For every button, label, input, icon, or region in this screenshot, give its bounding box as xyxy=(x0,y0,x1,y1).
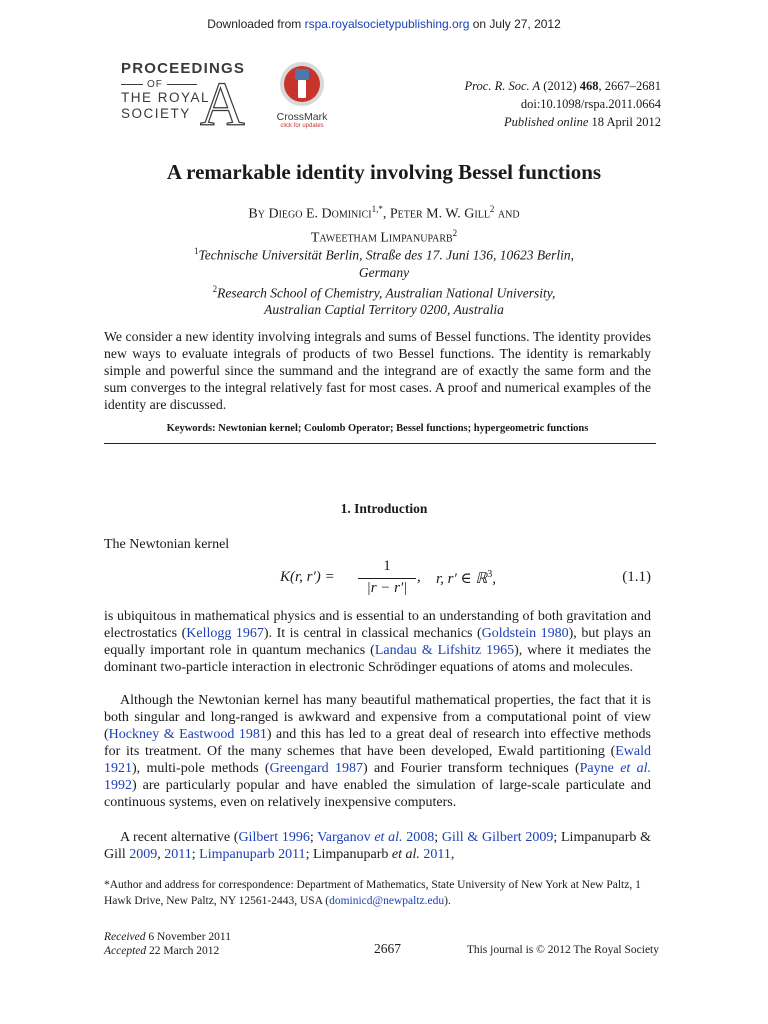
citation-hockney[interactable]: Hockney & Eastwood 1981 xyxy=(108,727,267,742)
download-prefix: Downloaded from xyxy=(207,17,305,31)
citation-kellogg[interactable]: Kellogg 1967 xyxy=(186,626,264,641)
fraction-bar xyxy=(358,578,416,579)
download-link[interactable]: rspa.royalsocietypublishing.org xyxy=(304,17,470,31)
citation-gill-gilbert[interactable]: Gill & Gilbert 2009 xyxy=(441,830,554,845)
citation-goldstein[interactable]: Goldstein 1980 xyxy=(481,626,569,641)
affiliation-2: Research School of Chemistry, Australian National University, xyxy=(217,285,556,300)
paragraph-2: Although the Newtonian kernel has many beautiful mathematical properties, the fact that it is both singular and long-ranged is awkward and expensive from a computational point of view (Hockney & Eastwood 1981) and this has led to a great deal of research into effective methods for its treatment. Of the many schemes that have been developed, Ewald partitioning (Ewald 1921), multi-pole methods (Greengard 1987) and Fourier transform techniques (Payne et al. 1992) are particularly popular and have enabled the simulation of large-scale particulate and continuous systems, even on relatively inexpensive computers. xyxy=(104,693,652,810)
abstract: We consider a new identity involving integrals and sums of Bessel functions. The identity provides new ways to evaluate integrals of products of two Bessel functions. The identity is remarkably simple and powerful since the summand and the integrand are of exactly the same form and the sum converges to the integral relatively fast for most cases. A proof and numerical examples of the identity are discussed. xyxy=(104,329,651,412)
citation-limpanuparb-gill-2011[interactable]: 2011 xyxy=(164,847,192,862)
author-limpanuparb: Taweetham Limpanuparb xyxy=(310,230,453,246)
affiliation-1: Technische Universität Berlin, Straße des 17. Juni 136, 10623 Berlin, xyxy=(198,247,575,263)
logo-a-letter-icon xyxy=(196,73,252,129)
download-banner xyxy=(0,17,768,31)
footnote: *Author and address for correspondence: Department of Mathematics, State University of New York at New Paltz, 1 Hawk Drive, New Paltz, NY 12561-2443, USA (dominicd@newpaltz.edu). xyxy=(104,879,641,907)
equation-1-1: K(r, r′) = 1 |r − r′| , r, r′ ∈ ℝ$^3$, (1.1) xyxy=(280,558,651,596)
author-gill: Peter M. W. Gill xyxy=(389,206,490,222)
citation-varganov[interactable]: Varganov et al. 2008 xyxy=(317,830,435,845)
citation-limpanuparb-etal[interactable]: 2011 xyxy=(419,847,451,862)
equation-denominator: |r − r′| xyxy=(366,580,408,596)
email-link[interactable]: dominicd@newpaltz.edu xyxy=(329,895,445,907)
intro-lead: The Newtonian kernel xyxy=(104,537,230,552)
crossmark-icon xyxy=(278,60,326,108)
equation-numerator: 1 xyxy=(383,558,391,574)
citation-landau[interactable]: Landau & Lifshitz 1965 xyxy=(374,643,515,658)
paragraph-1: is ubiquitous in mathematical physics and is essential to an understanding of both gravitation and electrostatics (Kellogg 1967). It is central in classical mechanics (Goldstein 1980), but plays an equally important role in quantum mechanics (Landau & Lifshitz 1965), where it mediates the dominant two-particle interaction in electronic Schrödinger equations of atoms and molecules. xyxy=(104,609,651,675)
crossmark-sublabel: click for updates xyxy=(280,123,324,129)
copyright: This journal is © 2012 The Royal Society xyxy=(466,944,659,956)
section-heading: 1. Introduction xyxy=(340,501,428,516)
logo-proceedings: PROCEEDINGS xyxy=(121,60,246,77)
affiliations: $^1$Technische Universität Berlin, Straße des 17. Juni 136, 10623 Berlin, Germany $^2$Research School of Chemistry, Australian National University, Australian Captial Territory 0200, Australia xyxy=(193,246,575,317)
crossmark-badge[interactable] xyxy=(270,60,334,129)
author-dominici: Diego E. Dominici xyxy=(268,206,372,222)
citation-line: Proc. R. Soc. A (2012) 468, 2667–2681 xyxy=(464,79,661,93)
citation-limpanuparb-gill-2009[interactable]: 2009 xyxy=(129,847,158,862)
citation-gilbert[interactable]: Gilbert 1996 xyxy=(238,830,310,845)
paper-title: A remarkable identity involving Bessel functions xyxy=(166,160,602,184)
author-list: By Diego E. Dominici$^{1,*}$, Peter M. W. Gill$^2$ and Taweetham Limpanuparb$^2$ xyxy=(248,204,520,246)
logo-of: OF xyxy=(121,79,245,90)
logo-the-royal: THE ROYAL xyxy=(121,90,211,105)
received-dates: Received 6 November 2011 Accepted 22 March 2012 xyxy=(104,931,231,957)
page-number: 2667 xyxy=(374,941,401,956)
citation-payne[interactable]: Payne et al. 1992 xyxy=(104,761,652,793)
paragraph-3: A recent alternative (Gilbert 1996; Varganov et al. 2008; Gill & Gilbert 2009; Limpanuparb & Gill 2009, 2011; Limpanuparb 2011; Limpanuparb et al. 2011, xyxy=(104,830,652,862)
citation-ewald[interactable]: Ewald 1921 xyxy=(104,744,651,776)
download-suffix: on July 27, 2012 xyxy=(469,17,561,31)
citation-block xyxy=(464,77,661,131)
citation-limpanuparb-2011[interactable]: Limpanuparb 2011 xyxy=(199,847,306,862)
citation-greengard[interactable]: Greengard 1987 xyxy=(269,761,363,776)
published-online: Published online 18 April 2012 xyxy=(504,115,661,129)
keywords-rule xyxy=(104,443,656,444)
svg-text:A: A xyxy=(200,73,245,129)
equation-condition: r, r′ ∈ ℝ$^3$, xyxy=(436,569,497,587)
crossmark-label: CrossMark xyxy=(276,111,328,123)
doi: doi:10.1098/rspa.2011.0664 xyxy=(520,97,661,111)
equation-number: (1.1) xyxy=(622,569,651,585)
logo-society: SOCIETY xyxy=(121,106,191,121)
keywords: Keywords: Newtonian kernel; Coulomb Operator; Bessel functions; hypergeometric functions xyxy=(166,423,589,434)
equation-lhs: K(r, r′) = xyxy=(280,569,335,585)
